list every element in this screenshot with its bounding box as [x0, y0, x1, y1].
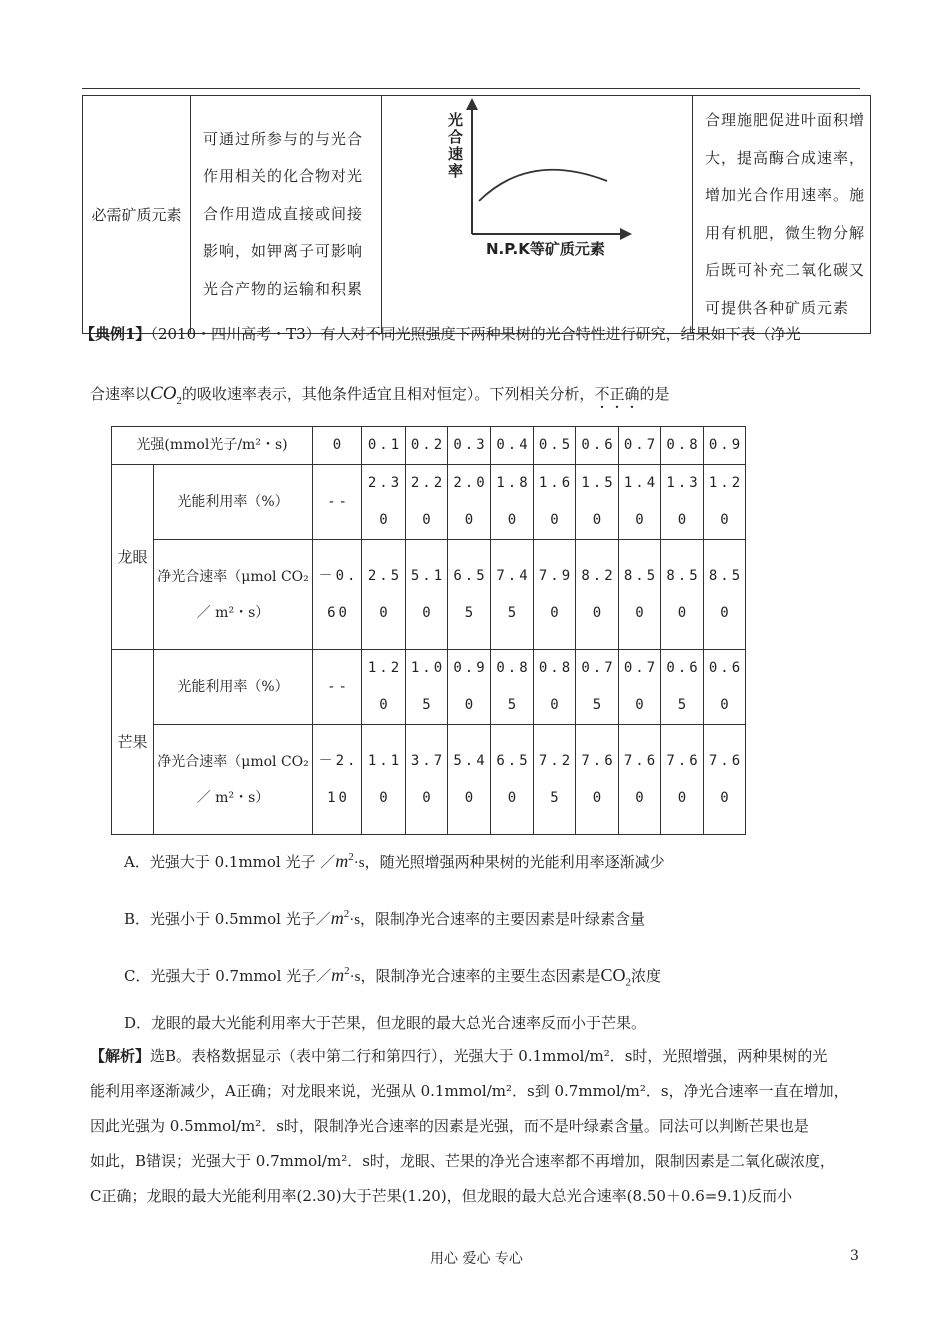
unit-m2s — [331, 908, 360, 928]
light-value: 0.4 — [491, 427, 534, 465]
unit-s: ·s — [349, 912, 361, 928]
unit-s: ·s — [353, 855, 365, 871]
option-b — [124, 903, 645, 931]
example-text-2c: 的是 — [639, 385, 670, 403]
cell-value: 2.20 — [406, 465, 448, 540]
x-axis-arrow — [620, 228, 632, 240]
footer-text: 用心 爱心 专心 — [430, 1251, 523, 1267]
option-b-text-2: ，限制净光合速率的主要因素是叶绿素含量 — [360, 910, 646, 928]
cell-value: 5.10 — [406, 540, 448, 650]
cell-value: 1.60 — [534, 465, 576, 540]
table-header-row — [112, 427, 746, 465]
table-row — [83, 96, 871, 334]
cell-value: 1.20 — [704, 465, 746, 540]
co2-subscript: 2 — [176, 394, 182, 407]
co2-subscript: 2 — [625, 976, 632, 989]
factor-table — [82, 95, 871, 334]
row-label: 净光合速率（μmol CO₂／ m²・s） — [154, 725, 313, 835]
analysis-line-5: C正确；龙眼的最大光能利用率(2.30)大于芒果(1.20)，但龙眼的最大总光合速率(8.50＋0.6=9.1)反而小 — [90, 1187, 793, 1205]
cell-value: 1.50 — [576, 465, 619, 540]
data-table-body — [112, 427, 746, 835]
cell-value: 2.30 — [362, 465, 406, 540]
analysis-text: 选B。表格数据显示（表中第二行和第四行），光强大于 0.1mmol/m²．s时，光照增强，两种果树的光 — [150, 1047, 828, 1065]
figure-ylabel: 光合速率 — [448, 111, 464, 180]
table-row — [112, 650, 746, 725]
example-source: （2010・四川高考・T3） — [150, 325, 321, 343]
analysis-line-4: 如此，B错误；光强大于 0.7mmol/m²．s时，龙眼、芒果的净光合速率都不再增加，限制因素是二氧化碳浓度， — [90, 1152, 835, 1170]
unit-m2s — [331, 965, 360, 985]
table-row — [112, 725, 746, 835]
light-value: 0.7 — [619, 427, 661, 465]
cell-value: 0.60 — [704, 650, 746, 725]
cell-value: 0.80 — [534, 650, 576, 725]
analysis-tag: 【解析】 — [90, 1047, 151, 1065]
option-c-text-3: 浓度 — [631, 967, 662, 985]
light-value: 0.3 — [448, 427, 491, 465]
cell-value: 1.05 — [406, 650, 448, 725]
cell-value: 1.80 — [491, 465, 534, 540]
cell-value: 5.40 — [448, 725, 491, 835]
unit-m: m — [335, 851, 349, 871]
cell-value: 7.60 — [704, 725, 746, 835]
unit-m: m — [330, 908, 344, 928]
example-tag: 【典例1】 — [80, 325, 151, 343]
cell-value: 1.40 — [619, 465, 661, 540]
unit-sup: 2 — [344, 965, 350, 977]
analysis-line-2: 能利用率逐渐减少，A正确；对龙眼来说，光强从 0.1mmol/m²．s到 0.7mmol/m²．s，净光合速率一直在增加， — [90, 1082, 849, 1100]
option-d: D．龙眼的最大光能利用率大于芒果，但龙眼的最大总光合速率反而小于芒果。 — [124, 1014, 647, 1032]
cell-value: 8.50 — [619, 540, 661, 650]
cell-value: 7.90 — [534, 540, 576, 650]
option-a-text-2: ，随光照增强两种果树的光能利用率逐渐减少 — [364, 853, 665, 871]
emphasis-char: 正 — [609, 385, 625, 403]
light-value: 0.9 — [704, 427, 746, 465]
rate-curve — [479, 170, 607, 201]
light-value: 0 — [313, 427, 362, 465]
figure-xlabel: N.P.K等矿质元素 — [486, 240, 605, 258]
cell-value: 8.50 — [704, 540, 746, 650]
cell-value: 1.10 — [362, 725, 406, 835]
page-number: 3 — [850, 1248, 859, 1264]
species-name: 芒果 — [112, 650, 154, 835]
cell-value: -- — [313, 650, 362, 725]
cell-value: 6.50 — [491, 725, 534, 835]
analysis-line-1 — [90, 1045, 870, 1067]
row-label: 光能利用率（%） — [154, 465, 313, 540]
example-text-2a: 合速率以 — [90, 385, 151, 403]
y-axis-arrow — [466, 98, 478, 110]
cell-value: -- — [313, 465, 362, 540]
example-text-1: 有人对不同光照强度下两种果树的光合特性进行研究，结果如下表（净光 — [320, 325, 801, 343]
unit-m2s — [335, 851, 364, 871]
mineral-curve-figure — [382, 96, 692, 316]
emphasis-char: 不 — [594, 385, 610, 403]
header-label: 光强(mmol光子/m²・s) — [112, 427, 313, 465]
factor-mechanism: 可通过所参与的与光合作用相关的化合物对光合作用造成直接或间接影响，如钾离子可影响光合产物的运输和积累 — [191, 96, 382, 334]
option-c-text: C．光强大于 0.7mmol 光子／ — [124, 967, 332, 985]
table-row — [112, 540, 746, 650]
cell-value: －2.10 — [313, 725, 362, 835]
cell-value: 1.30 — [661, 465, 704, 540]
co2-formula — [600, 965, 632, 989]
unit-sup: 2 — [343, 908, 350, 920]
cell-value: 0.70 — [619, 650, 661, 725]
cell-value: 7.25 — [534, 725, 576, 835]
option-b-text: B．光强小于 0.5mmol 光子／ — [124, 910, 331, 928]
example-line-2 — [90, 383, 670, 412]
cell-value: 0.90 — [448, 650, 491, 725]
header-rule — [82, 88, 860, 89]
co2-formula — [150, 383, 182, 407]
cell-value: 0.85 — [491, 650, 534, 725]
cell-value: 2.00 — [448, 465, 491, 540]
option-a — [124, 846, 665, 874]
photosynthesis-data-table — [111, 426, 746, 835]
cell-value: 0.75 — [576, 650, 619, 725]
light-value: 0.1 — [362, 427, 406, 465]
cell-value: 7.60 — [576, 725, 619, 835]
unit-m: m — [331, 965, 345, 985]
unit-s: ·s — [349, 969, 361, 985]
cell-value: 6.55 — [448, 540, 491, 650]
cell-value: 8.20 — [576, 540, 619, 650]
row-label: 光能利用率（%） — [154, 650, 313, 725]
cell-value: 0.65 — [661, 650, 704, 725]
light-value: 0.2 — [406, 427, 448, 465]
option-c-text-2: ，限制净光合速率的主要生态因素是 — [360, 967, 601, 985]
factor-figure-cell — [382, 96, 693, 334]
factor-name: 必需矿质元素 — [83, 96, 191, 334]
cell-value: 8.50 — [661, 540, 704, 650]
cell-value: 1.20 — [362, 650, 406, 725]
row-label: 净光合速率（μmol CO₂／ m²・s） — [154, 540, 313, 650]
co2-letters: CO — [600, 965, 626, 985]
emphasis-char: 确 — [624, 385, 640, 403]
light-value: 0.6 — [576, 427, 619, 465]
cell-value: 2.50 — [362, 540, 406, 650]
unit-sup: 2 — [348, 851, 354, 863]
example-line-1 — [80, 323, 801, 345]
light-value: 0.8 — [661, 427, 704, 465]
option-a-text: A．光强大于 0.1mmol 光子 ／ — [124, 853, 336, 871]
cell-value: －0.60 — [313, 540, 362, 650]
cell-value: 7.60 — [619, 725, 661, 835]
cell-value: 3.70 — [406, 725, 448, 835]
factor-application: 合理施肥促进叶面积增大，提高酶合成速率，增加光合作用速率。施用有机肥，微生物分解后既可补充二氧化碳又可提供各种矿质元素 — [693, 96, 871, 334]
analysis-line-3: 因此光强为 0.5mmol/m²．s时，限制净光合速率的因素是光强，而不是叶绿素含量。同法可以判断芒果也是 — [90, 1117, 809, 1135]
co2-letters: CO — [150, 383, 177, 404]
example-text-2b: 的吸收速率表示，其他条件适宜且相对恒定）。下列相关分析， — [181, 385, 595, 403]
option-c — [124, 960, 661, 994]
light-value: 0.5 — [534, 427, 576, 465]
table-row — [112, 465, 746, 540]
cell-value: 7.45 — [491, 540, 534, 650]
cell-value: 7.60 — [661, 725, 704, 835]
species-name: 龙眼 — [112, 465, 154, 650]
